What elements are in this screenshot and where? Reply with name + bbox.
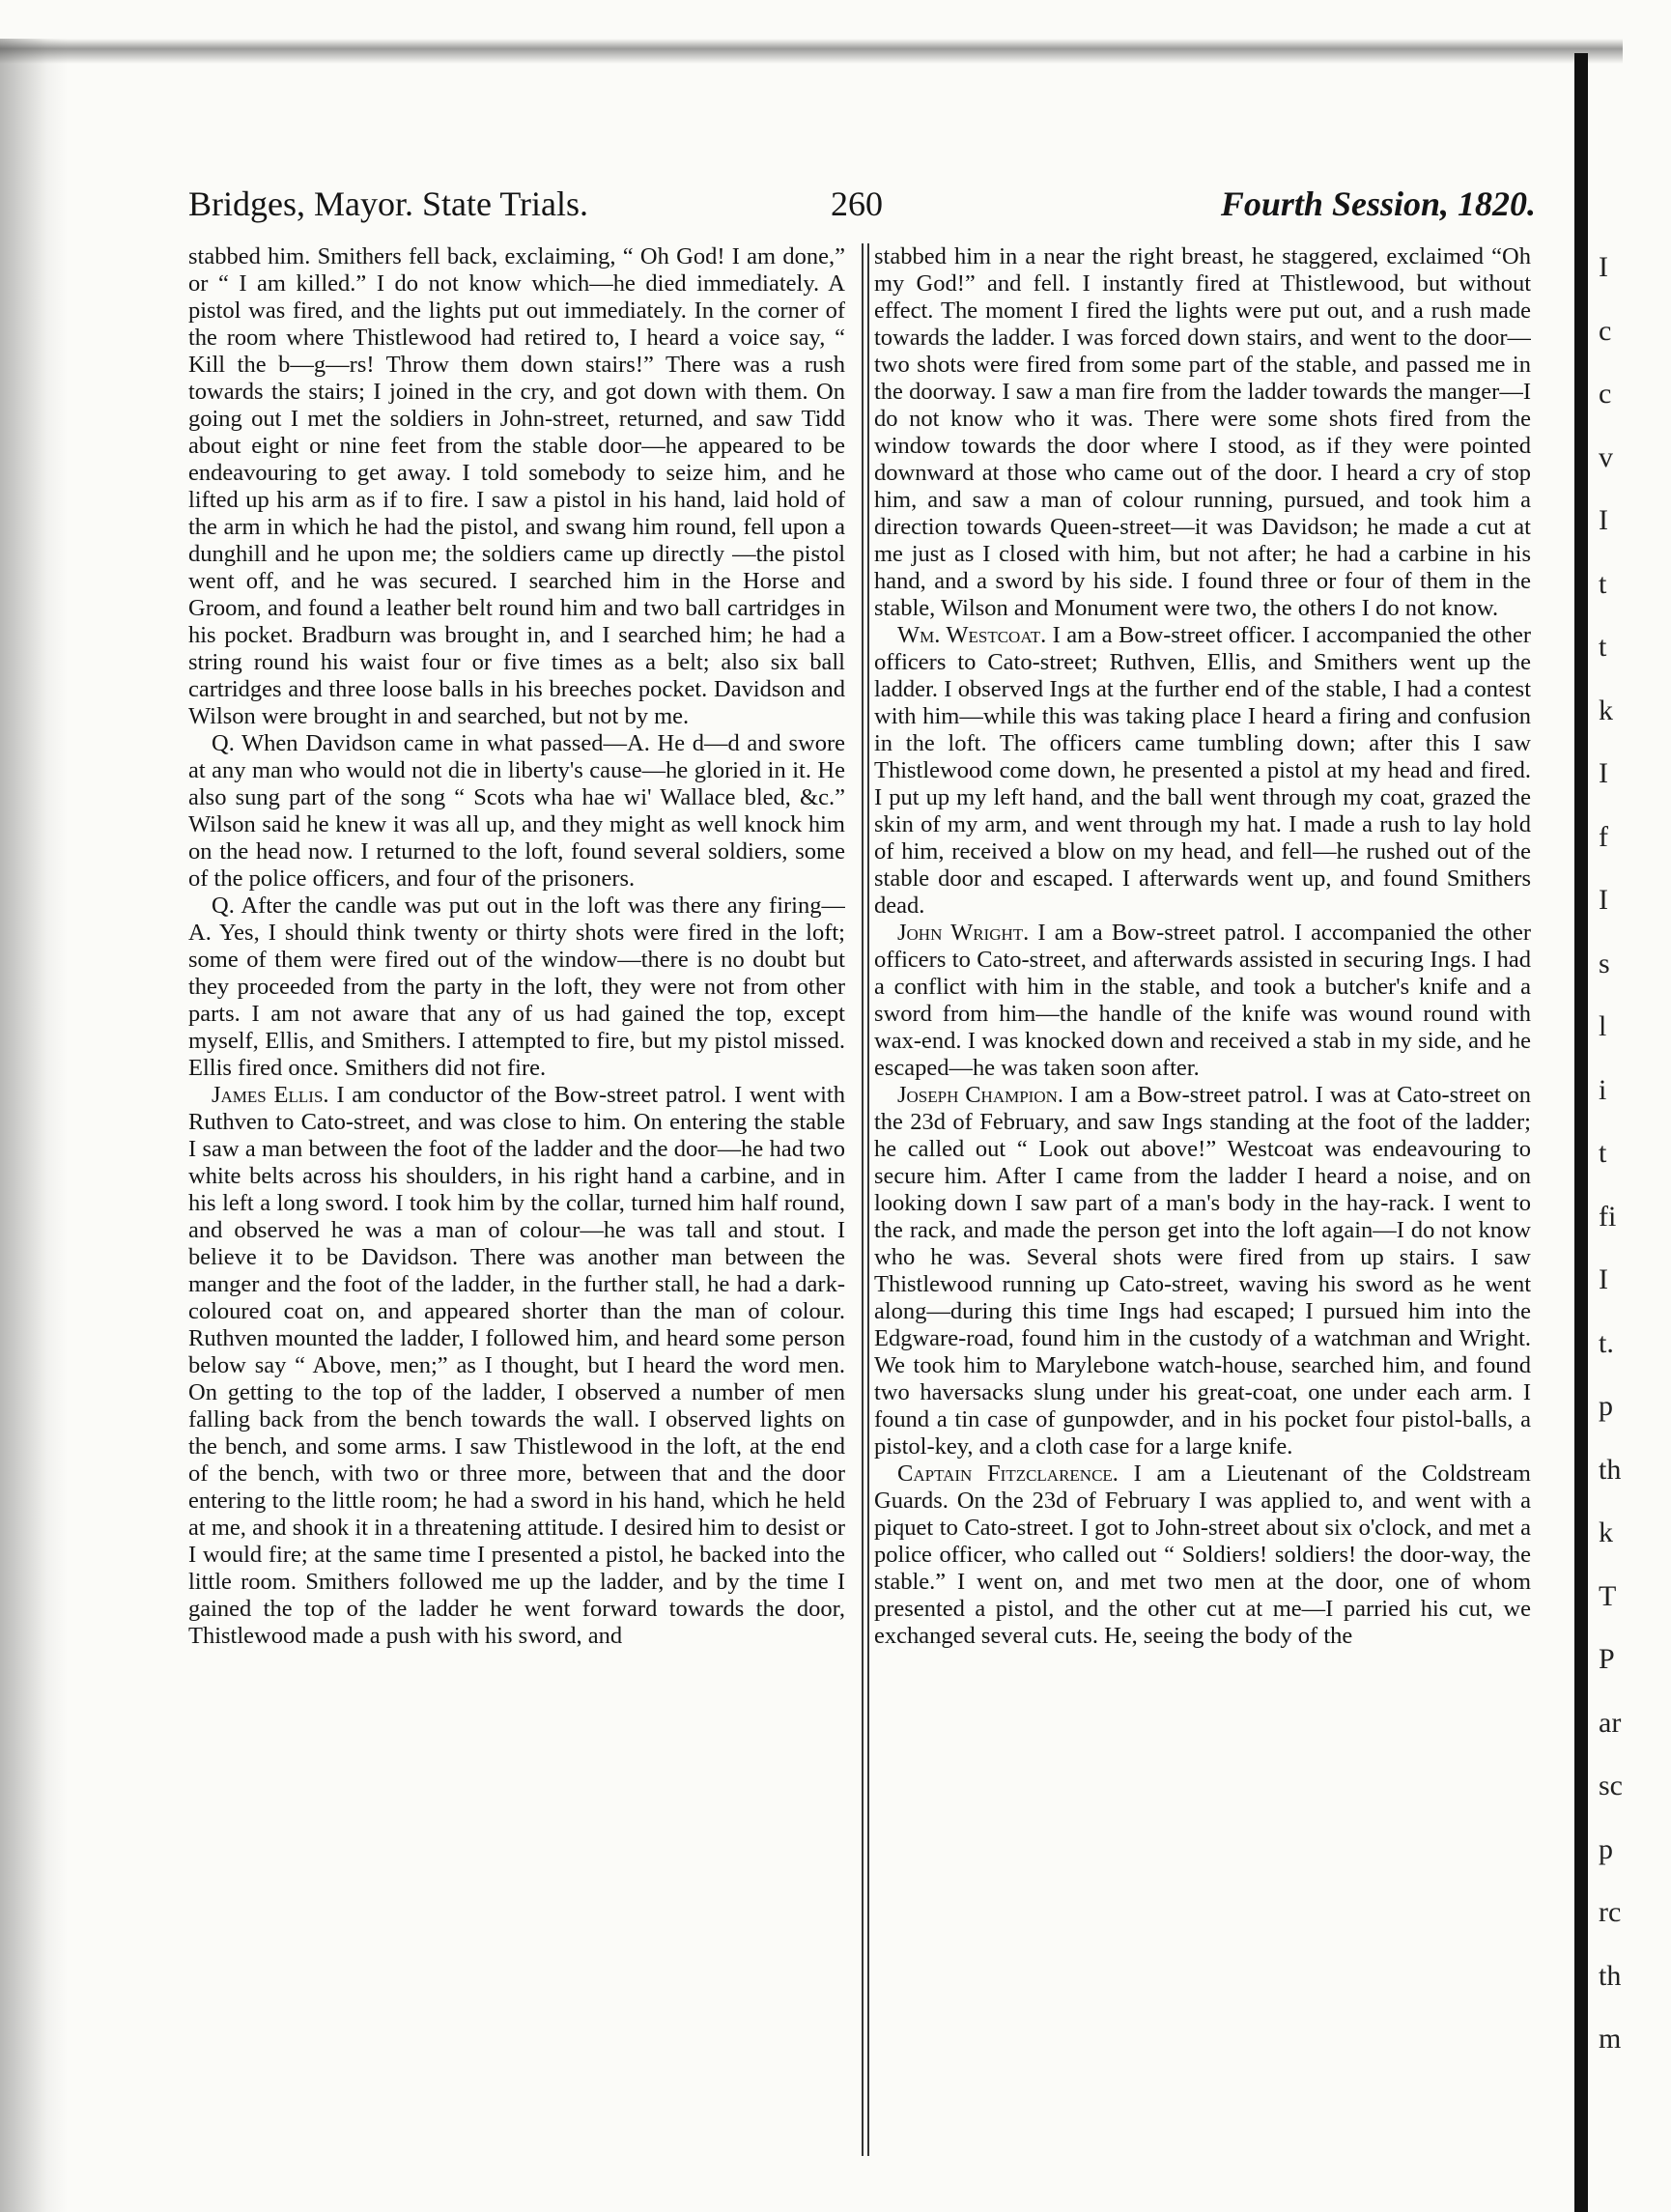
paragraph: stabbed him. Smithers fell back, exclaiming, “ Oh God! I am done,” or “ I am killed.” I do not know which—he died immediately. A pistol was fired, and the lights put out immediately. In the corner of the room where Thistlewood had retired to, I heard a voice say, “ Kill the b—g—rs! Throw them down stairs!” There was a rush towards the stairs; I joined in the cry, and got down with them. On going out I met the soldiers in John-street, returned, and saw Tidd about eight or nine feet from the stable door—he appeared to be endeavouring to get away. I told somebody to seize him, and he lifted up his arm as if to fire. I saw a pistol in his hand, laid hold of the arm in which he had the pistol, and swang him round, fell upon a dunghill and he upon me; the soldiers came up directly —the pistol went off, and he was secured. I searched him in the Horse and Groom, and found a leather belt round him and two ball cartridges in his pocket. Bradburn was brought in, and I searched him; he had a string round his waist four or five times as a belt; also six ball cartridges and three loose balls in his breeches pocket. Davidson and Wilson were brought in and searched, but not by me. [188, 243, 845, 729]
page-number: 260 [831, 184, 883, 223]
paragraph-text: I am a Lieutenant of the Coldstream Guards. On the 23d of February I was applied to, and went with a piquet to Cato-street. I got to John-street about six o'clock, and met a police officer, who called out “ Soldiers! soldiers! the door-way, the stable.” I went on, and met two men at the door, one of whom presented a pistol, and the other cut at me—I parried his cut, we exchanged several cuts. He, seeing the body of the [874, 1460, 1531, 1649]
margin-fragment: k [1599, 1517, 1613, 1548]
paragraph-text: I am a Bow-street patrol. I accompanied the other officers to Cato-street, and afterwards assisted in securing Ings. I had a conflict with him in the stable, and took a butcher's knife and a sword from him—the handle of the knife was wound round with wax-end. I was knocked down and received a stab in my side, and he escaped—he was taken soon after. [874, 920, 1531, 1081]
margin-fragment: s [1599, 948, 1610, 979]
margin-fragment: i [1599, 1074, 1607, 1106]
margin-fragment: rc [1599, 1896, 1622, 1928]
margin-fragment: l [1599, 1010, 1607, 1042]
margin-fragment: I [1599, 251, 1608, 283]
margin-fragment: I [1599, 1263, 1608, 1295]
speaker-name: Joseph Champion. [897, 1082, 1064, 1108]
margin-fragment: I [1599, 504, 1608, 536]
speaker-name: John Wright. [897, 920, 1030, 946]
margin-fragment: T [1599, 1580, 1617, 1612]
margin-fragment: sc [1599, 1770, 1623, 1801]
margin-fragment: th [1599, 1454, 1622, 1486]
scan-shadow-left [0, 39, 68, 2212]
margin-fragment: t. [1599, 1327, 1614, 1359]
paragraph [874, 622, 1531, 920]
paragraph-text: I am a Bow-street officer. I accompanied the other officers to Cato-street; Ruthven, Ellis, and Smithers went up the ladder. I observed Ings at the further end of the stable, I had a contest with him—while this was taking place I heard a firing and confusion in the loft. The officers came tumbling down; after this I saw Thistlewood come down, he presented a pistol at my head and fired. I put up my left hand, and the ball went through my coat, grazed the skin of my arm, and went through my hat. I made a rush to lay hold of him, received a blow on my head, and fell—he rushed out of the stable door and escaped. I afterwards went up, and found Smithers dead. [874, 622, 1531, 919]
paragraph-text: I am conductor of the Bow-street patrol. I went with Ruthven to Cato-street, and was close to him. On entering the stable I saw a man between the foot of the ladder and the door—he had two white belts across his shoulders, in his right hand a carbine, and in his left a long sword. I took him by the collar, turned him half round, and observed he was a man of colour—he was tall and stout. I believe it to be Davidson. There was another man between the manger and the foot of the ladder, in the further stall, he had a dark-coloured coat on, and appeared shorter than the man of colour. Ruthven mounted the ladder, I followed him, and heard some person below say “ Above, men;” as I thought, but I heard the word men. On getting to the top of the ladder, I observed a number of men falling back from the bench towards the wall. I observed lights on the bench, and some arms. I saw Thistlewood in the loft, at the end of the bench, with two or three more, between that and the door entering to the little room; he had a sword in his hand, which he held at me, and shook it in a threatening attitude. I desired him to desist or I would fire; at the same time I presented a pistol, he backed into the little room. Smithers followed me up the ladder, and by the time I gained the top of the ladder he went forward towards the door, Thistlewood made a push with his sword, and [188, 1082, 845, 1649]
facing-page-fragments [1599, 251, 1666, 2183]
binding-shadow [1574, 53, 1588, 2212]
margin-fragment: c [1599, 378, 1612, 410]
margin-fragment: v [1599, 441, 1613, 473]
running-head-left: Bridges, Mayor. State Trials. [188, 184, 589, 223]
column-divider [862, 243, 869, 2156]
margin-fragment: p [1599, 1833, 1613, 1865]
paragraph [874, 1460, 1531, 1650]
margin-fragment: fi [1599, 1201, 1617, 1233]
right-column [874, 243, 1531, 2156]
paragraph: stabbed him in a near the right breast, he staggered, exclaimed “Oh my God!” and fell. I instantly fired at Thistlewood, but without effect. The moment I fired the lights were put out, and a rush made towards the ladder. I was forced down stairs, and went to the door—two shots were fired from some part of the stable, and passed me in the doorway. I saw a man fire from the ladder towards the manger—I do not know who it was. There were some shots fired from the window towards the door where I stood, as if they were pointed downward at those who came out of the door. I heard a cry of stop him, and saw a man of colour running, pursued, and took him a direction towards Queen-street—it was Davidson; he made a cut at me just as I closed with him, but not after; he had a carbine in his hand, and a sword by his side. I found three or four of them in the stable, Wilson and Monument were two, the others I do not know. [874, 243, 1531, 621]
paragraph [874, 1082, 1531, 1460]
margin-fragment: f [1599, 821, 1608, 853]
margin-fragment: th [1599, 1960, 1622, 1992]
margin-fragment: I [1599, 884, 1608, 916]
margin-fragment: ar [1599, 1707, 1622, 1739]
margin-fragment: t [1599, 631, 1607, 663]
margin-fragment: k [1599, 695, 1613, 726]
paragraph [874, 920, 1531, 1082]
margin-fragment: p [1599, 1390, 1613, 1422]
paragraph: Q. After the candle was put out in the loft was there any firing—A. Yes, I should think twenty or thirty shots were fired in the loft; some of them were fired out of the window—there is no doubt but they proceeded from the party in the loft, they were not from other parts. I am not aware that any of us had gained the top, except myself, Ellis, and Smithers. I attempted to fire, but my pistol missed. Ellis fired once. Smithers did not fire. [188, 893, 845, 1081]
margin-fragment: t [1599, 568, 1607, 600]
page-header [188, 184, 1536, 232]
paragraph-text: I am a Bow-street patrol. I was at Cato-street on the 23d of February, and saw Ings standing at the foot of the ladder; he called out “ Look out above!” Westcoat was endeavouring to secure him. After I came from the ladder I heard a noise, and on looking down I saw part of a man's body in the hay-rack. I went to the rack, and made the person get into the loft again—I do not know who he was. Several shots were fired from up stairs. I saw Thistlewood running up Cato-street, waving his sword as he went along—during this time Ings had escaped; I pursued him into the Edgware-road, found him in the custody of a watchman and Wright. We took him to Marylebone watch-house, searched him, and found two haversacks slung under his great-coat, one under each arm. I found a tin case of gunpowder, and in his pocket four pistol-balls, a pistol-key, and a cloth case for a large knife. [874, 1082, 1531, 1460]
running-head-right: Fourth Session, 1820. [1220, 184, 1536, 223]
margin-fragment: I [1599, 757, 1608, 789]
speaker-name: Wm. Westcoat. [897, 622, 1047, 648]
scan-shadow-top [0, 39, 1623, 64]
speaker-name: Captain Fitzclarence. [897, 1460, 1119, 1487]
paragraph: Q. When Davidson came in what passed—A. He d—d and swore at any man who would not die in liberty's cause—he gloried in it. He also sung part of the song “ Scots wha hae wi' Wallace bled, &c.” Wilson said he knew it was all up, and they might as well knock him on the head now. I returned to the loft, found several soldiers, some of the police officers, and four of the prisoners. [188, 730, 845, 892]
margin-fragment: P [1599, 1643, 1615, 1675]
margin-fragment: c [1599, 315, 1612, 347]
paragraph [188, 1082, 845, 1650]
margin-fragment: t [1599, 1137, 1607, 1169]
left-column [188, 243, 845, 2156]
speaker-name: James Ellis. [212, 1082, 329, 1108]
margin-fragment: m [1599, 2023, 1622, 2055]
